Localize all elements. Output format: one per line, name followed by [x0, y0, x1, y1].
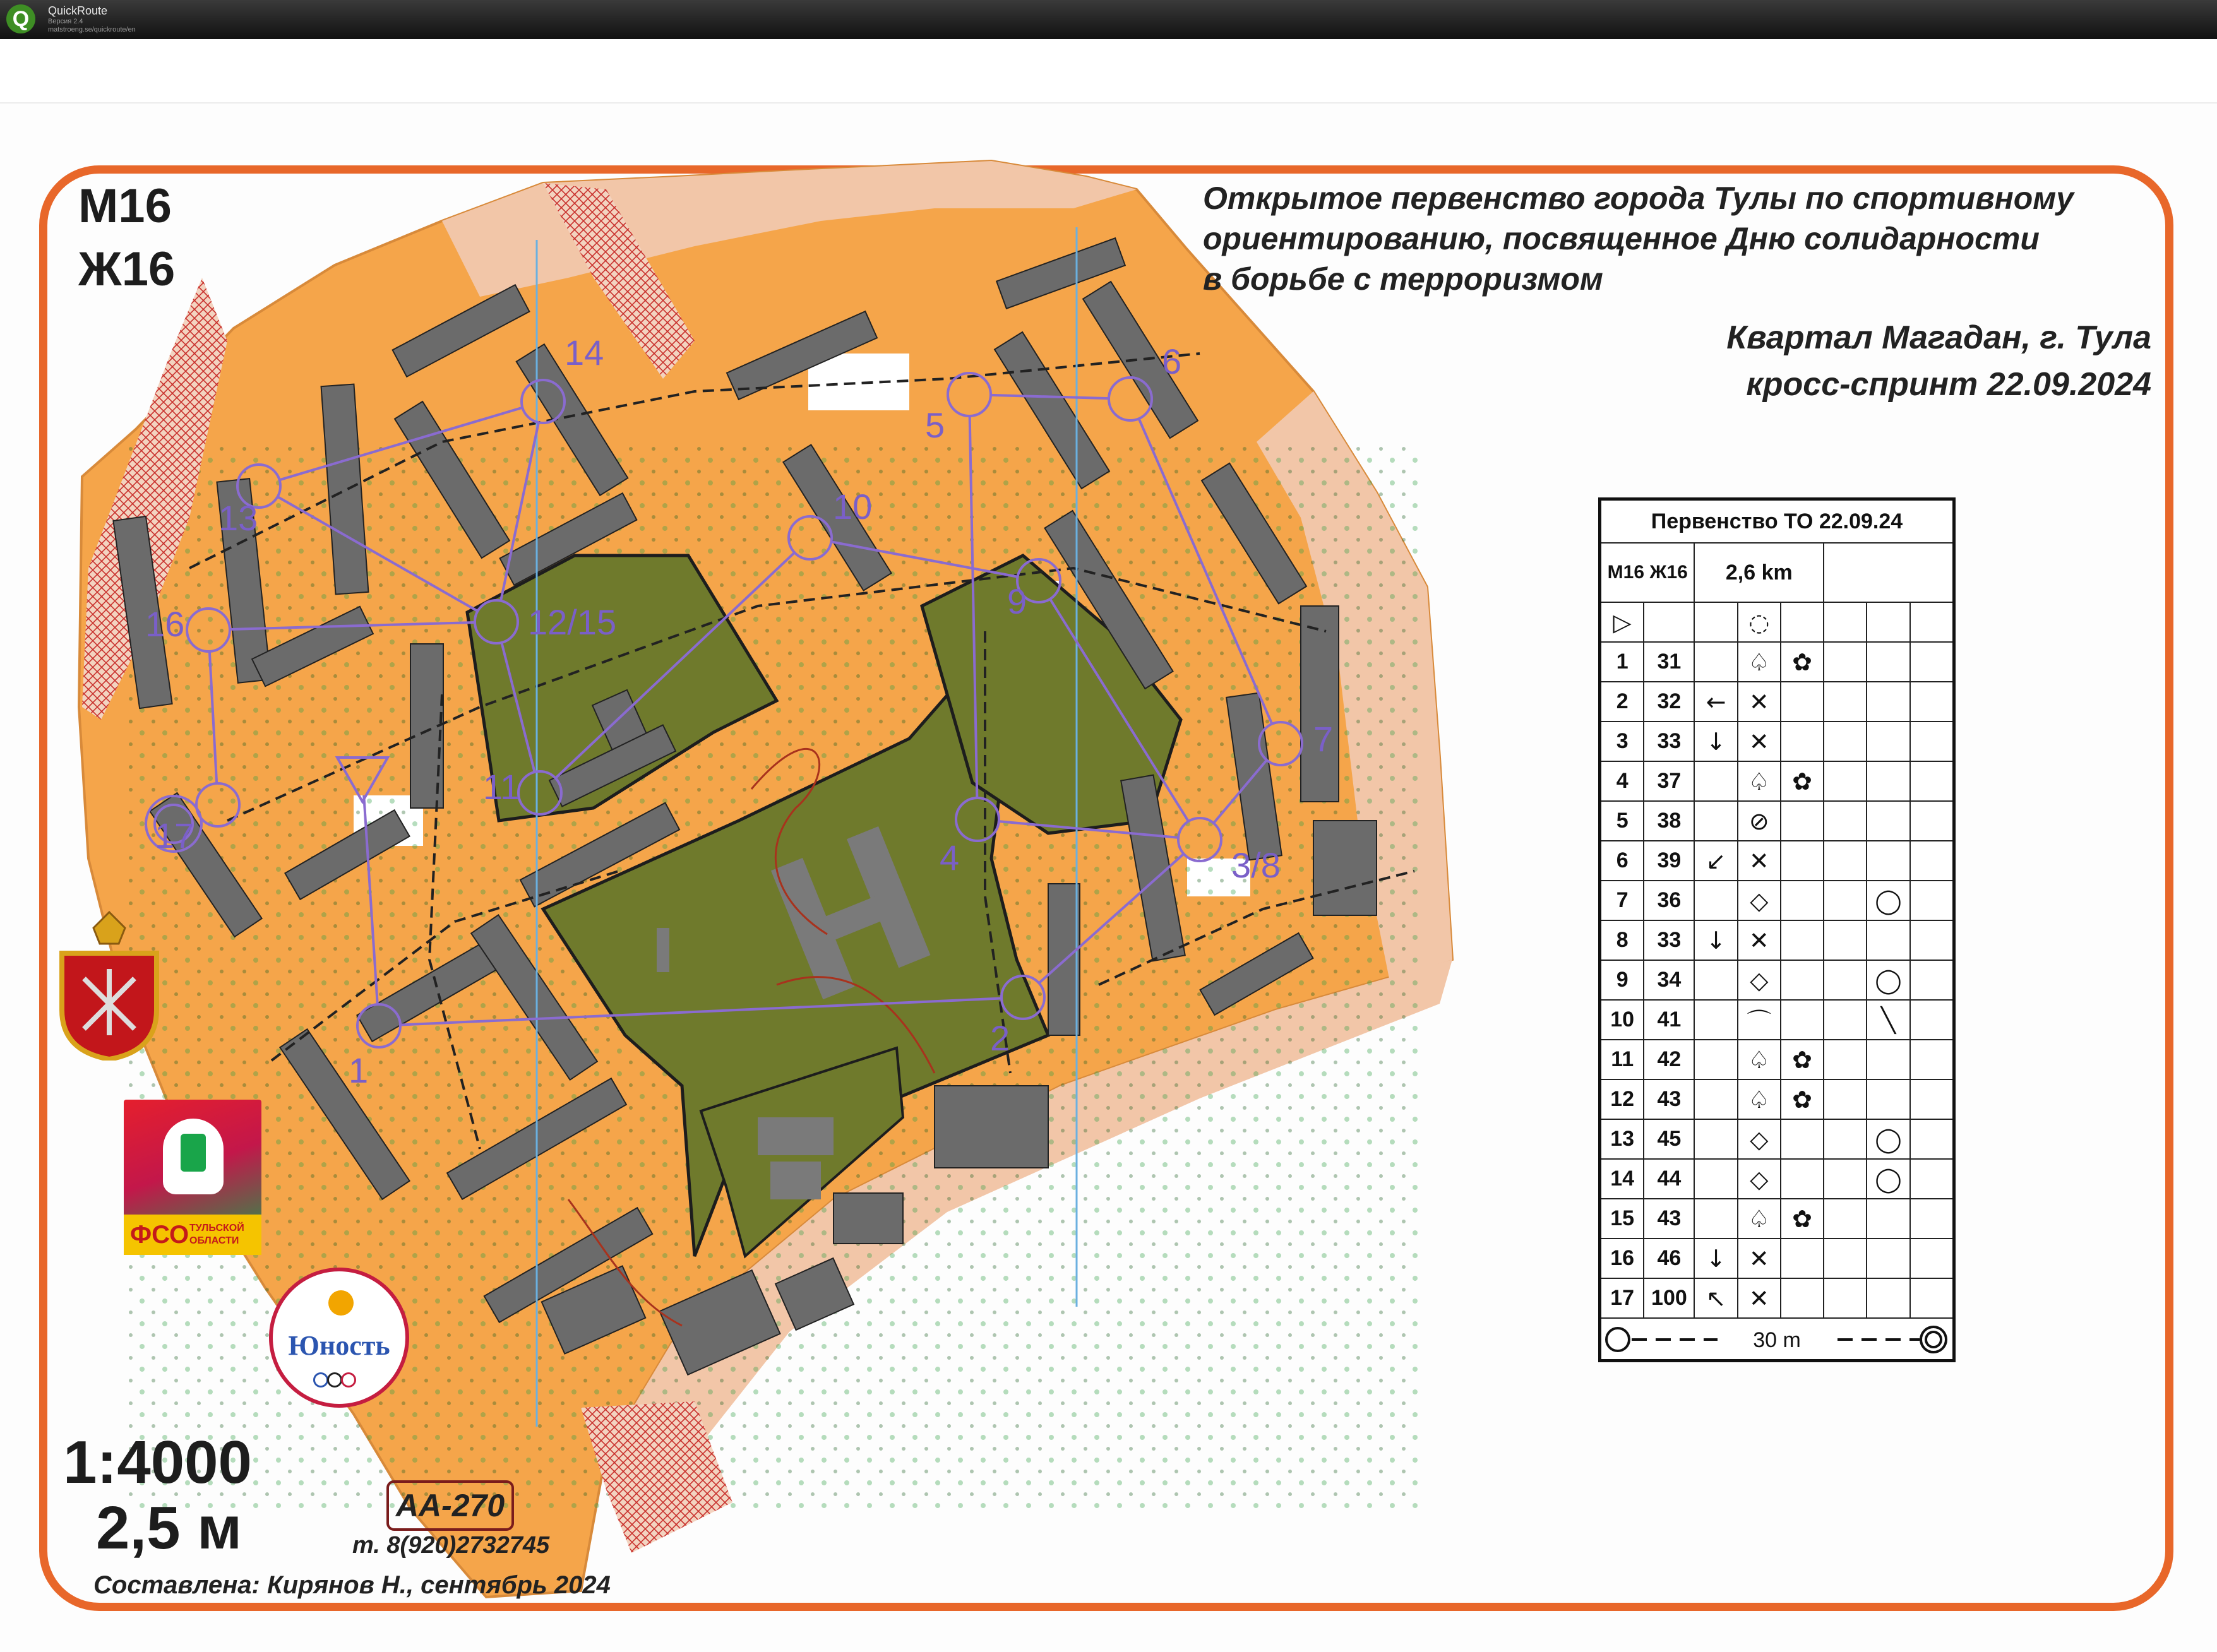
control-code: 34: [1644, 960, 1694, 1000]
map-code: АА-270: [386, 1480, 514, 1531]
appearance-icon: [1781, 1000, 1824, 1040]
contact-phone: т. 8(920)2732745: [352, 1532, 550, 1559]
description-row: [1600, 1119, 1954, 1159]
description-row: [1600, 1278, 1954, 1318]
direction-icon: [1694, 1159, 1737, 1199]
building: [1301, 606, 1339, 802]
feature-icon: ◇: [1738, 881, 1781, 920]
appearance-icon: [1781, 1278, 1824, 1318]
app-url: matstroeng.se/quickroute/en: [48, 26, 136, 33]
control-code: 44: [1644, 1159, 1694, 1199]
description-row: [1600, 1199, 1954, 1239]
description-row: [1600, 960, 1954, 1000]
control-number-label: 1: [349, 1050, 369, 1090]
control-number-label: 3/8: [1231, 845, 1281, 885]
direction-icon: [1694, 1199, 1737, 1239]
finish-distance: 30 m: [1753, 1328, 1801, 1352]
control-number-label: 16: [145, 604, 185, 644]
feature-icon: ♤: [1738, 1040, 1781, 1079]
control-number: 14: [1600, 1159, 1644, 1199]
feature-icon: ◇: [1738, 1119, 1781, 1159]
control-number-label: 12/15: [528, 602, 617, 642]
control-code: 41: [1644, 1000, 1694, 1040]
class-label-men: М16: [78, 179, 172, 233]
building: [770, 1162, 821, 1199]
description-row: [1600, 722, 1954, 761]
description-length: 2,6 km: [1694, 543, 1824, 602]
tula-coat-of-arms-icon: [56, 909, 163, 1061]
finish-row: [1600, 1318, 1954, 1361]
control-code: 39: [1644, 841, 1694, 881]
cup-icon: [163, 1119, 224, 1194]
fso-sublabel: ТУЛЬСКОЙ ОБЛАСТИ: [189, 1223, 244, 1246]
control-number: 10: [1600, 1000, 1644, 1040]
app-version: Версия 2.4: [48, 18, 83, 25]
control-code: 42: [1644, 1040, 1694, 1079]
olympic-rings-icon: [313, 1372, 365, 1385]
location-icon: ◯: [1867, 1119, 1909, 1159]
description-classes: М16 Ж16: [1600, 543, 1695, 602]
control-code: 36: [1644, 881, 1694, 920]
direction-icon: [1694, 1119, 1737, 1159]
direction-icon: ↙: [1694, 841, 1737, 881]
yunost-label: Юность: [288, 1330, 390, 1361]
control-code: 32: [1644, 682, 1694, 722]
yunost-logo: [269, 1268, 409, 1408]
location-icon: ◯: [1867, 960, 1909, 1000]
location-icon: ◯: [1867, 881, 1909, 920]
description-row: [1600, 1159, 1954, 1199]
location-icon: [1867, 1079, 1909, 1119]
description-row: [1600, 841, 1954, 881]
location-icon: [1867, 920, 1909, 960]
direction-icon: ←: [1694, 682, 1737, 722]
control-number-label: 11: [483, 767, 520, 807]
feature-icon: ⊘: [1738, 801, 1781, 841]
location-label: Квартал Магадан, г. Тула: [1726, 319, 2151, 356]
control-number: 16: [1600, 1239, 1644, 1278]
description-row: [1600, 801, 1954, 841]
control-number: 4: [1600, 761, 1644, 801]
control-code: 46: [1644, 1239, 1694, 1278]
description-row: [1600, 920, 1954, 960]
location-icon: [1867, 1199, 1909, 1239]
control-number: 15: [1600, 1199, 1644, 1239]
feature-icon: ♤: [1738, 1199, 1781, 1239]
start-triangle-icon: ▷: [1600, 602, 1644, 642]
event-title: [1203, 178, 2169, 299]
map-author: Составлена: Кирянов Н., сентябрь 2024: [93, 1571, 611, 1599]
description-row: [1600, 682, 1954, 722]
quickroute-logo-icon: Q: [6, 4, 35, 33]
appearance-icon: [1781, 682, 1824, 722]
direction-icon: [1694, 1000, 1737, 1040]
appearance-icon: [1781, 881, 1824, 920]
contour-interval: 2,5 м: [96, 1494, 242, 1562]
appearance-icon: ✿: [1781, 642, 1824, 682]
control-number: 7: [1600, 881, 1644, 920]
direction-icon: [1694, 642, 1737, 682]
control-number-label: 6: [1162, 342, 1182, 381]
direction-icon: [1694, 960, 1737, 1000]
description-row: [1600, 1040, 1954, 1079]
feature-icon: ◇: [1738, 1159, 1781, 1199]
control-code: 31: [1644, 642, 1694, 682]
location-icon: ◯: [1867, 1159, 1909, 1199]
feature-icon: ⌒: [1738, 1000, 1781, 1040]
control-number-label: 13: [218, 498, 258, 538]
control-code: 100: [1644, 1278, 1694, 1318]
fso-logo: [124, 1100, 261, 1255]
control-code: 45: [1644, 1119, 1694, 1159]
control-number-label: 10: [833, 487, 873, 526]
control-code: 37: [1644, 761, 1694, 801]
control-number-label: 2: [990, 1018, 1010, 1058]
description-row: [1600, 1239, 1954, 1278]
building: [657, 928, 669, 972]
control-number: 12: [1600, 1079, 1644, 1119]
building: [935, 1086, 1048, 1168]
control-number: 9: [1600, 960, 1644, 1000]
location-icon: [1867, 682, 1909, 722]
location-icon: [1867, 801, 1909, 841]
feature-icon: ✕: [1738, 1239, 1781, 1278]
control-number: 8: [1600, 920, 1644, 960]
control-code: 43: [1644, 1199, 1694, 1239]
control-number: 13: [1600, 1119, 1644, 1159]
direction-icon: ↓: [1694, 722, 1737, 761]
control-number-label: 5: [925, 405, 945, 445]
location-icon: [1867, 761, 1909, 801]
appearance-icon: [1781, 841, 1824, 881]
control-code: 43: [1644, 1079, 1694, 1119]
start-feature-icon: ◌: [1738, 602, 1781, 642]
control-code: 33: [1644, 722, 1694, 761]
building: [758, 1117, 834, 1155]
feature-icon: ♤: [1738, 1079, 1781, 1119]
appearance-icon: [1781, 1159, 1824, 1199]
appearance-icon: ✿: [1781, 761, 1824, 801]
app-name: QuickRoute: [48, 4, 108, 17]
control-number: 2: [1600, 682, 1644, 722]
appearance-icon: [1781, 1239, 1824, 1278]
location-icon: [1867, 1040, 1909, 1079]
event-type-label: кросс-спринт 22.09.2024: [1746, 366, 2151, 403]
direction-icon: [1694, 881, 1737, 920]
direction-icon: [1694, 1040, 1737, 1079]
control-number: 6: [1600, 841, 1644, 881]
feature-icon: ♤: [1738, 761, 1781, 801]
description-row: [1600, 881, 1954, 920]
feature-icon: ✕: [1738, 1278, 1781, 1318]
control-number-label: 4: [940, 838, 960, 877]
description-title: Первенство ТО 22.09.24: [1600, 499, 1954, 544]
flame-icon: [328, 1290, 354, 1316]
map-scale: 1:4000: [63, 1429, 252, 1496]
feature-icon: ✕: [1738, 920, 1781, 960]
control-description-sheet: [1598, 497, 1956, 1362]
description-row: [1600, 761, 1954, 801]
location-icon: [1867, 1239, 1909, 1278]
control-number-label: 14: [565, 333, 604, 372]
appearance-icon: [1781, 722, 1824, 761]
direction-icon: [1694, 761, 1737, 801]
building: [834, 1193, 903, 1244]
event-title-line: Открытое первенство города Тулы по спортивному: [1203, 181, 2074, 216]
description-row: [1600, 642, 1954, 682]
location-icon: [1867, 642, 1909, 682]
control-number: 5: [1600, 801, 1644, 841]
class-label-women: Ж16: [78, 242, 176, 296]
location-icon: ╲: [1867, 1000, 1909, 1040]
control-code: 38: [1644, 801, 1694, 841]
appearance-icon: ✿: [1781, 1040, 1824, 1079]
location-icon: [1867, 1278, 1909, 1318]
control-number: 1: [1600, 642, 1644, 682]
location-icon: [1867, 841, 1909, 881]
control-number-label: 9: [1007, 581, 1027, 621]
control-number: 3: [1600, 722, 1644, 761]
appearance-icon: [1781, 801, 1824, 841]
appearance-icon: ✿: [1781, 1079, 1824, 1119]
location-icon: [1867, 722, 1909, 761]
event-title-line: в борьбе с терроризмом: [1203, 261, 1603, 297]
event-title-line: ориентированию, посвященное Дню солидарности: [1203, 221, 2040, 256]
control-number-label: 17: [155, 816, 194, 855]
appearance-icon: [1781, 1119, 1824, 1159]
direction-icon: [1694, 801, 1737, 841]
control-code: 33: [1644, 920, 1694, 960]
control-number: 17: [1600, 1278, 1644, 1318]
appearance-icon: [1781, 920, 1824, 960]
control-number: 11: [1600, 1040, 1644, 1079]
control-number-label: 7: [1313, 719, 1334, 759]
feature-icon: ✕: [1738, 682, 1781, 722]
appearance-icon: [1781, 960, 1824, 1000]
direction-icon: ↖: [1694, 1278, 1737, 1318]
direction-icon: [1694, 1079, 1737, 1119]
fso-label: ФСО: [130, 1221, 189, 1249]
direction-icon: ↓: [1694, 920, 1737, 960]
feature-icon: ✕: [1738, 841, 1781, 881]
building: [1313, 821, 1377, 915]
feature-icon: ◇: [1738, 960, 1781, 1000]
direction-icon: ↓: [1694, 1239, 1737, 1278]
description-row: [1600, 1000, 1954, 1040]
feature-icon: ✕: [1738, 722, 1781, 761]
feature-icon: ♤: [1738, 642, 1781, 682]
description-row: [1600, 1079, 1954, 1119]
appearance-icon: ✿: [1781, 1199, 1824, 1239]
